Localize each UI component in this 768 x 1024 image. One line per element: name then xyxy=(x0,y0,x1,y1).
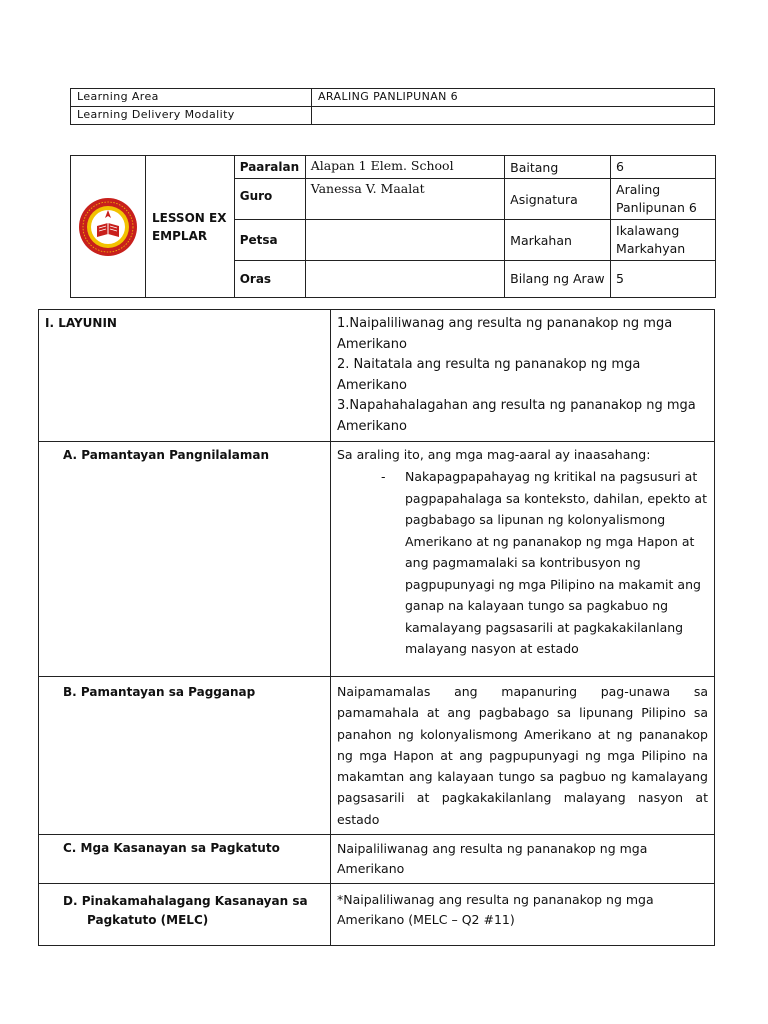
modality-value xyxy=(312,107,715,125)
layunin-item-3: 3.Napahahalagahan ang resulta ng pananakop ng mga Amerikano xyxy=(337,398,696,434)
deped-seal-icon xyxy=(77,196,139,258)
learning-area-label: Learning Area xyxy=(71,89,312,107)
layunin-item-1: 1.Naipaliliwanag ang resulta ng pananakop ng mga Amerikano xyxy=(337,316,673,352)
bilang-value: 5 xyxy=(611,261,716,298)
pamantayan-intro: Sa araling ito, ang mga mag-aaral ay inaasahang: xyxy=(337,447,651,462)
pamantayan-pangnilalaman-label xyxy=(39,442,331,677)
paaralan-label: Paaralan xyxy=(234,156,305,179)
oras-label: Oras xyxy=(234,261,305,298)
oras-value xyxy=(305,261,504,298)
baitang-label: Baitang xyxy=(505,156,611,179)
pamantayan-pagganap-heading: B. Pamantayan sa Pagganap xyxy=(63,685,256,699)
school-seal-cell xyxy=(71,156,146,298)
pamantayan-pagganap-label xyxy=(39,677,331,835)
markahan-value: Ikalawang Markahyan xyxy=(611,220,716,261)
guro-label: Guro xyxy=(234,179,305,220)
asignatura-value: Araling Panlipunan 6 xyxy=(611,179,716,220)
melc-content: *Naipaliliwanag ang resulta ng pananakop ng mga Amerikano (MELC – Q2 #11) xyxy=(331,884,715,946)
petsa-label: Petsa xyxy=(234,220,305,261)
paaralan-value: Alapan 1 Elem. School xyxy=(305,156,504,179)
pamantayan-pangnilalaman-content xyxy=(331,442,715,677)
melc-heading-line-2: Pagkatuto (MELC) xyxy=(87,913,209,928)
petsa-value xyxy=(305,220,504,261)
layunin-label xyxy=(39,310,331,442)
layunin-heading: I. LAYUNIN xyxy=(45,316,117,330)
baitang-value: 6 xyxy=(611,156,716,179)
markahan-label: Markahan xyxy=(505,220,611,261)
kasanayan-label xyxy=(39,835,331,884)
pamantayan-pagganap-content: Naipamamalas ang mapanuring pag-unawa sa pamamahala at ang pagbabago sa lipunang Pilipino sa panahon ng kolonyalismong Amerikano at ng pananakop ng mga Hapon at ang pagpupunyagi ng mga Pilipino na makamtan ang kalayaan tungo sa pagbuo ng kamalayang pagsasarili at pagkakakilanlang malayang nasyon at estado xyxy=(331,677,715,835)
melc-label xyxy=(39,884,331,946)
modality-label: Learning Delivery Modality xyxy=(71,107,312,125)
layunin-content xyxy=(331,310,715,442)
learning-area-value: ARALING PANLIPUNAN 6 xyxy=(312,89,715,107)
kasanayan-heading: C. Mga Kasanayan sa Pagkatuto xyxy=(63,841,280,856)
layunin-item-2: 2. Naitatala ang resulta ng pananakop ng mga Amerikano xyxy=(337,357,641,393)
pamantayan-item-text: Nakapagpapahayag ng kritikal na pagsusuri at pagpapahalaga sa konteksto, dahilan, epekto at pagbabago sa lipunan ng kolonyalismong Amerikano at ng pananakop ng mga Hapon at ang pagmamalaki sa kontribusyon ng pagpupunyagi ng mga Pilipino na makamit ang ganap na kalayaan tungo sa pagkabuo ng kamalayang pagsasarili at pagkakakilanlang malayang nasyon at estado xyxy=(405,469,707,656)
bilang-label: Bilang ng Araw xyxy=(505,261,611,298)
learning-area-table xyxy=(70,88,715,125)
list-dash: - xyxy=(381,469,386,484)
pamantayan-list xyxy=(337,466,708,660)
list-item xyxy=(337,466,708,660)
guro-value: Vanessa V. Maalat xyxy=(305,179,504,220)
kasanayan-content: Naipaliliwanag ang resulta ng pananakop ng mga Amerikano xyxy=(331,835,715,884)
pamantayan-pangnilalaman-heading: A. Pamantayan Pangnilalaman xyxy=(63,448,269,462)
lesson-info-table xyxy=(70,155,716,298)
lesson-plan-table xyxy=(38,309,715,946)
melc-heading-line-1: D. Pinakamahalagang Kasanayan sa xyxy=(63,894,308,909)
lesson-exemplar-title: LESSON EXEMPLAR xyxy=(145,156,234,298)
asignatura-label: Asignatura xyxy=(505,179,611,220)
